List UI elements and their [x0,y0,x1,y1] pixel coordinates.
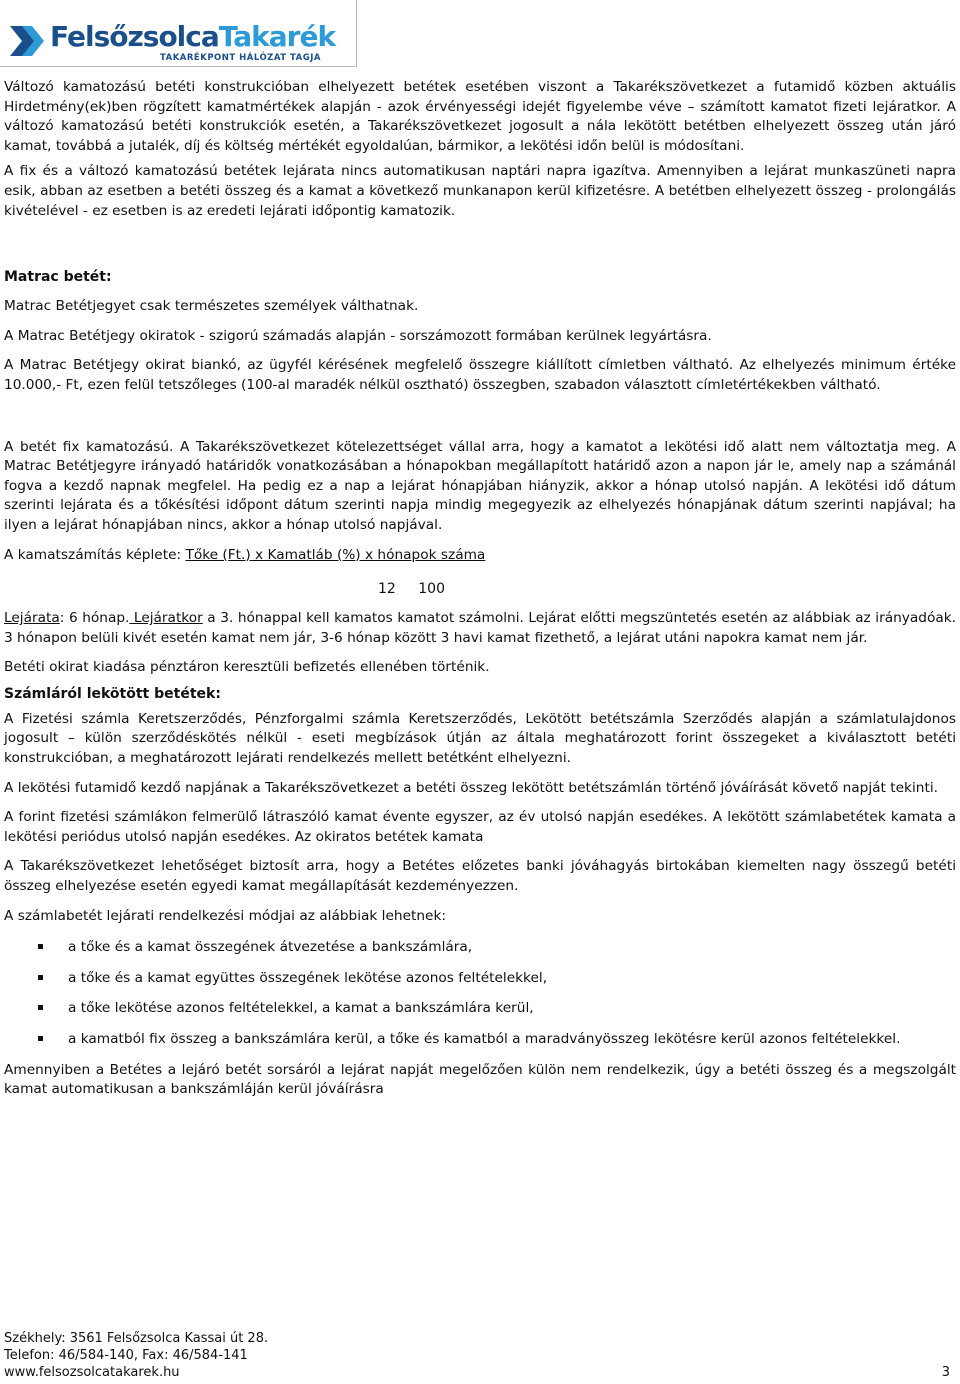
maturity-options-list [4,938,956,1049]
formula-prefix: A kamatszámítás képlete: [4,546,186,563]
lejarat-text-1: : 6 hónap. [59,610,130,627]
list-item: a tőke lekötése azonos feltételekkel, a kamat a bankszámlára kerül, [4,999,956,1019]
logo-wordmark-part1: Felsőzsolca [50,20,219,53]
page-header [0,0,357,67]
paragraph-maturity: A fix és a változó kamatozású betétek lejárata nincs automatikusan naptári napra igazítva. Amennyiben a lejárat munkaszüneti napra esik, abban az esetben a betéti összeg és a kamat a következő munkanapon kerül kifizetésre. A betétben elhelyezett összeg - prolongálás kivételével - ez esetben is az eredeti lejárati időpontig kamatozik. [4,163,956,219]
footer-address: Székhely: 3561 Felsőzsolca Kassai út 28. [4,1331,269,1346]
paragraph-matrac-2: A Matrac Betétjegy okiratok - szigorú számadás alapján - sorszámozott formában kerülnek legyártásra. [4,327,712,344]
paragraph-account-3: A forint fizetési számlákon felmerülő látraszóló kamat évente egyszer, az év utolsó napján esedékes. A lekötött számlabetétek kamata a lekötési periódus utolsó napján esedékes. Az okiratos betétek kamata [4,809,956,845]
lejarat-term-2: Lejáratkor [129,610,203,627]
bank-logo [8,20,348,63]
logo-wordmark [50,20,335,54]
formula-numerator: Tőke (Ft.) x Kamatláb (%) x hónapok száma [185,546,486,563]
paragraph-issuance: Betéti okirat kiadása pénztáron keresztüli befizetés ellenében történik. [4,659,490,676]
list-item: a kamatból fix összeg a bankszámlára kerül, a tőke és kamatból a maradványösszeg lekötésre kerül azonos feltételekkel. [4,1030,956,1050]
formula-denominators: 12 100 [378,581,445,598]
logo-wordmark-part2: Takarék [218,20,336,53]
footer-website: www.felsozsolcatakarek.hu [4,1365,180,1380]
page-number: 3 [941,1365,950,1380]
logo-arrows-icon [8,24,46,58]
paragraph-lejarat [4,609,956,648]
heading-matrac: Matrac betét: [4,269,112,286]
paragraph-account-6: Amennyiben a Betétes a lejáró betét sorsáról a lejárat napját megelőzően külön nem rendelkezik, úgy a betéti összeg és a megszolgált kamat automatikusan a bankszámláján kerül jóváírásra [4,1061,956,1098]
lejarat-text-2: a 3. hónappal kell kamatos kamatot számolni. Lejárat előtti megszüntetés esetén az alábbiak az irányadóak. 3 hónapon belüli kivét esetén kamat nem jár, 3-6 hónap között 3 havi kamat fizethető, a lejárat utáni napokra kamat nem jár. [4,610,956,646]
formula-line [4,546,956,566]
paragraph-matrac-1: Matrac Betétjegyet csak természetes személyek válthatnak. [4,298,419,315]
footer-phone: Telefon: 46/584-140, Fax: 46/584-141 [4,1348,248,1363]
paragraph-matrac-4: A betét fix kamatozású. A Takarékszövetkezet kötelezettséget vállal arra, hogy a kamatot a lekötési idő alatt nem változtatja meg. A Matrac Betétjegyre irányadó határidők vonatkozásában a hónapokban megállapított határidő azon a napon jár le, amely nap a számánál fogva a kezdő napnak megfelel. Ha pedig ez a nap a lejárat hónapjában hiányzik, akkor a hónap utolsó napján. A lekötési idő dátum szerinti lejárata és a tőkésítési időpont dátum szerinti napja mindig megegyezik az elhelyezés hónapjának dátum szerinti napjával; ha ilyen a lejárat hónapjában nincs, akkor a hónap utolsó napjával. [4,438,956,533]
paragraph-account-2: A lekötési futamidő kezdő napjának a Takarékszövetkezet a betéti összeg lekötött betétszámlán történő jóváírását követő napját tekinti. [4,779,938,796]
paragraph-account-5: A számlabetét lejárati rendelkezési módjai az alábbiak lehetnek: [4,907,446,924]
paragraph-matrac-3: A Matrac Betétjegy okirat biankó, az ügyfél kérésének megfelelő összegre kiállított címletben váltható. Az elhelyezés minimum értéke 10.000,- Ft, ezen felül tetszőleges (100-al maradék nélkül osztható) összegben, szabadon választott címletértékekben váltható. [4,357,956,393]
paragraph-account-1: A Fizetési számla Keretszerződés, Pénzforgalmi számla Keretszerződés, Lekötött betétszámla Szerződés alapján a számlatulajdonos jogosult – külön szerződéskötés nélkül - eseti megbízások útján az általa meghatározott forint összegeket a kiválasztott betéti konstrukcióban, a meghatározott lejárati rendelkezés mellett betétként elhelyezni. [4,710,956,767]
list-item: a tőke és a kamat együttes összegének lekötése azonos feltételekkel, [4,969,956,989]
paragraph-account-4: A Takarékszövetkezet lehetőséget biztosít arra, hogy a Betétes előzetes banki jóváhagyás birtokában kiemelten nagy összegű betéti összeg elhelyezése esetén egyedi kamat megállapítását kezdeményezzen. [4,858,956,895]
heading-account-deposits: Számláról lekötött betétek: [4,685,221,702]
page-footer [4,1330,950,1381]
paragraph-variable-rate: Változó kamatozású betéti konstrukcióban elhelyezett betétek esetében viszont a Takarékszövetkezet a futamidő közben aktuális Hirdetmény(ek)ben rögzített kamatmértékek alapján - azok érvényességi idejét figyelembe véve – számított kamatot fizeti lejáratkor. A változó kamatozású betéti konstrukciók esetén, a Takarékszövetkezet jogosult a nála lekötött betétben elhelyezett összeg után járó kamat, továbbá a jutalék, díj és költség mértékét egyoldalúan, bármikor, a lekötési időn belül is módosítani. [4,79,956,154]
list-item: a tőke és a kamat összegének átvezetése a bankszámlára, [4,938,956,958]
lejarat-term-1: Lejárata [4,610,60,627]
document-body [4,78,956,1100]
logo-tagline: TAKARÉKPONT HÁLÓZAT TAGJA [160,53,321,63]
